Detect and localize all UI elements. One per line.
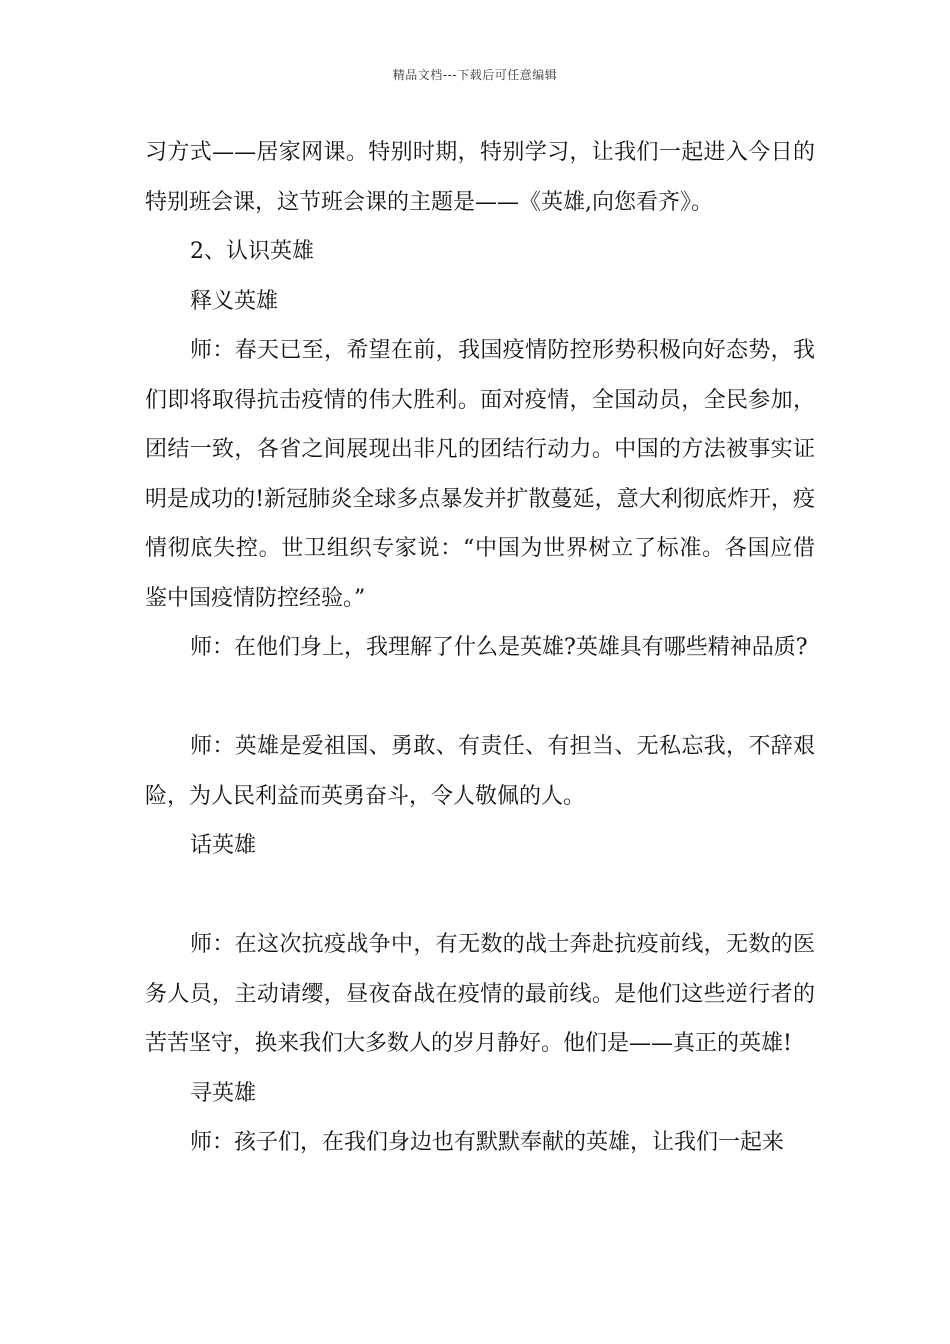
subheading-find-heroes: 寻英雄 [190, 1080, 257, 1106]
teacher-paragraph-epidemic: 师：春天已至，希望在前，我国疫情防控形势积极向好态势，我们即将取得抗击疫情的伟大胜利。面对疫情，全国动员，全民参加，团结一致，各省之间展现出非凡的团结行动力。中国的方法被事实证明是成功的!新冠肺炎全球多点暴发并扩散蔓延，意大利彻底炸开，疫情彻底失控。世卫组织专家说：“中国为世界树立了标准。各国应借鉴中国疫情防控经验。” [145, 338, 815, 611]
page-header: 精品文档---下载后可任意编辑 [392, 68, 558, 82]
blank-line [145, 871, 815, 921]
teacher-children-paragraph: 师：孩子们，在我们身边也有默默奉献的英雄，让我们一起来 [190, 1130, 785, 1155]
intro-paragraph: 习方式——居家网课。特别时期，特别学习，让我们一起进入今日的特别班会课，这节班会课的主题是——《英雄,向您看齐》。 [145, 140, 815, 215]
section-heading-recognize-heroes: 2、认识英雄 [190, 239, 314, 264]
teacher-hero-definition-paragraph: 师：英雄是爱祖国、勇敢、有责任、有担当、无私忘我，不辞艰险，为人民利益而英勇奋斗，令人敬佩的人。 [145, 734, 815, 809]
blank-line [145, 673, 815, 723]
subheading-define-heroes: 释义英雄 [190, 288, 279, 314]
teacher-question-paragraph: 师：在他们身上，我理解了什么是英雄?英雄具有哪些精神品质? [190, 635, 808, 660]
document-body [145, 128, 815, 1168]
subheading-talk-heroes: 话英雄 [190, 833, 257, 858]
teacher-frontline-paragraph: 师：在这次抗疫战争中，有无数的战士奔赴抗疫前线，无数的医务人员，主动请缨，昼夜奋战在疫情的最前线。是他们这些逆行者的苦苦坚守，换来我们大多数人的岁月静好。他们是——真正的英雄! [145, 932, 815, 1056]
